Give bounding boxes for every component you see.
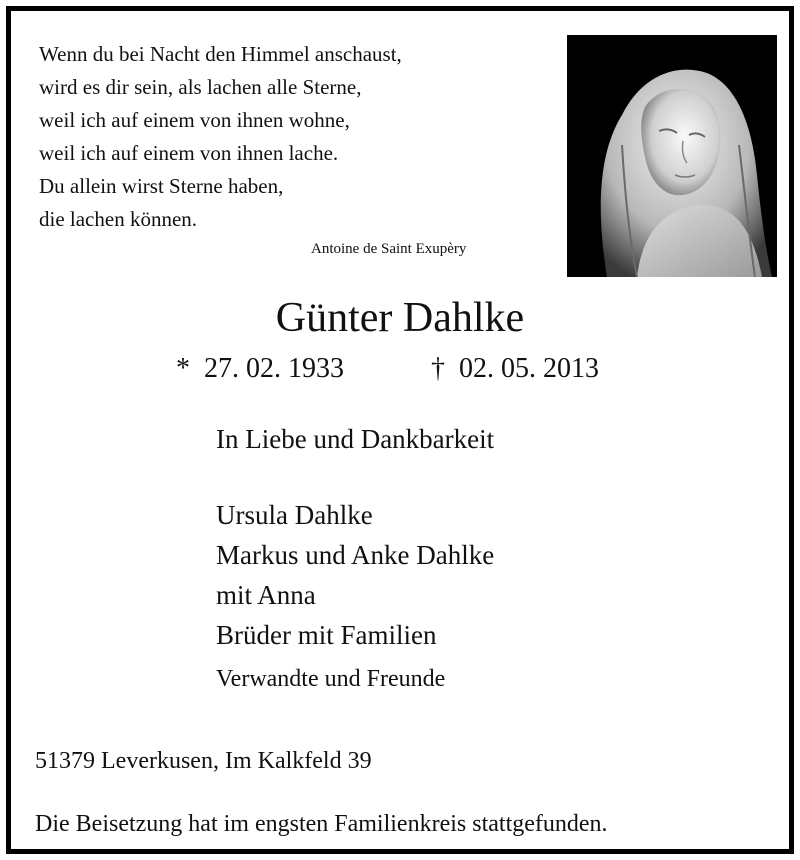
mourner-name: Ursula Dahlke [216, 500, 373, 530]
mourner-name: Markus und Anke Dahlke [216, 540, 495, 570]
mourners-block [216, 421, 494, 697]
poem-author: Antoine de Saint Exupèry [311, 241, 467, 257]
address: 51379 Leverkusen, Im Kalkfeld 39 [35, 748, 372, 774]
mourners-extra: Verwandte und Freunde [216, 666, 446, 692]
deceased-name: Günter Dahlke [275, 295, 525, 341]
obituary-card [6, 6, 794, 854]
poem-line: weil ich auf einem von ihnen wohne, [39, 108, 350, 132]
mourners-intro: In Liebe und Dankbarkeit [216, 424, 495, 454]
poem-line: Du allein wirst Sterne haben, [39, 174, 284, 198]
poem-line: Wenn du bei Nacht den Himmel anschaust, [39, 42, 402, 66]
poem-line: die lachen können. [39, 207, 198, 231]
poem-line: weil ich auf einem von ihnen lache. [39, 141, 339, 165]
death-date: 02. 05. 2013 [459, 353, 599, 384]
birth-date: 27. 02. 1933 [204, 353, 344, 384]
burial-notice: Die Beisetzung hat im engsten Familienkreis stattgefunden. [35, 811, 608, 837]
death-cross-symbol: † [431, 353, 445, 384]
mourner-name: mit Anna [216, 580, 316, 610]
madonna-statue-image [567, 35, 777, 277]
poem [39, 38, 559, 236]
death-date-line [431, 353, 599, 385]
birth-star-symbol: * [176, 353, 190, 384]
poem-line: wird es dir sein, als lachen alle Sterne, [39, 75, 362, 99]
birth-date-line [176, 353, 344, 385]
mourner-name: Brüder mit Familien [216, 620, 437, 650]
